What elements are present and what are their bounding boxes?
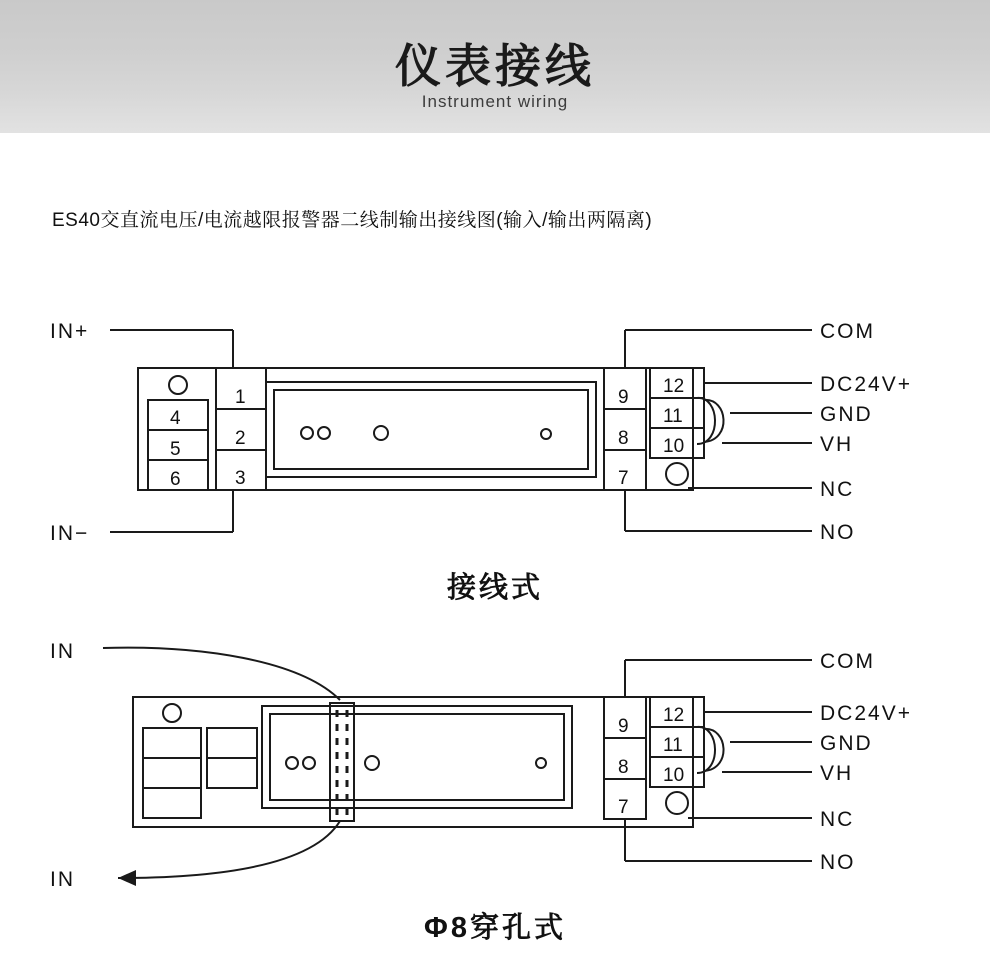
arrow-head-icon xyxy=(118,870,136,886)
label-in-bottom: IN xyxy=(50,868,75,891)
terminal-number-11: 11 xyxy=(663,406,683,427)
terminal-number-2: 2 xyxy=(235,428,246,449)
terminal-number-6: 6 xyxy=(170,469,181,490)
terminal-number-9: 9 xyxy=(618,387,629,408)
terminal-number-1: 1 xyxy=(235,387,246,408)
terminal-number-7-b: 7 xyxy=(618,797,629,818)
label-in-plus: IN+ xyxy=(50,320,90,343)
terminal-number-11-b: 11 xyxy=(663,735,683,756)
label-in-top: IN xyxy=(50,640,75,663)
label-nc-1: NC xyxy=(820,478,855,501)
label-com-1: COM xyxy=(820,320,875,343)
label-dc24v-1: DC24V+ xyxy=(820,373,912,396)
terminal-number-10: 10 xyxy=(663,436,685,457)
label-com-2: COM xyxy=(820,650,875,673)
terminal-number-8: 8 xyxy=(618,428,629,449)
terminal-number-5: 5 xyxy=(170,439,181,460)
label-dc24v-2: DC24V+ xyxy=(820,702,912,725)
page-title: 仪表接线 xyxy=(395,40,595,92)
page-subtitle: Instrument wiring xyxy=(421,92,569,111)
header-banner xyxy=(0,0,990,133)
figure2-caption: Φ8穿孔式 xyxy=(424,912,566,944)
label-vh-1: VH xyxy=(820,433,854,456)
label-gnd-1: GND xyxy=(820,403,873,426)
label-no-2: NO xyxy=(820,851,856,874)
label-gnd-2: GND xyxy=(820,732,873,755)
terminal-number-8-b: 8 xyxy=(618,757,629,778)
label-nc-2: NC xyxy=(820,808,855,831)
terminal-number-10-b: 10 xyxy=(663,765,685,786)
terminal-number-12: 12 xyxy=(663,376,685,397)
terminal-number-4: 4 xyxy=(170,408,181,429)
label-vh-2: VH xyxy=(820,762,854,785)
terminal-number-3: 3 xyxy=(235,468,246,489)
diagram-caption: ES40交直流电压/电流越限报警器二线制输出接线图(输入/输出两隔离) xyxy=(52,210,653,231)
terminal-number-7: 7 xyxy=(618,468,629,489)
figure1-caption: 接线式 xyxy=(446,572,543,604)
label-no-1: NO xyxy=(820,521,856,544)
terminal-number-9-b: 9 xyxy=(618,716,629,737)
terminal-number-12-b: 12 xyxy=(663,705,685,726)
label-in-minus: IN− xyxy=(50,522,90,545)
